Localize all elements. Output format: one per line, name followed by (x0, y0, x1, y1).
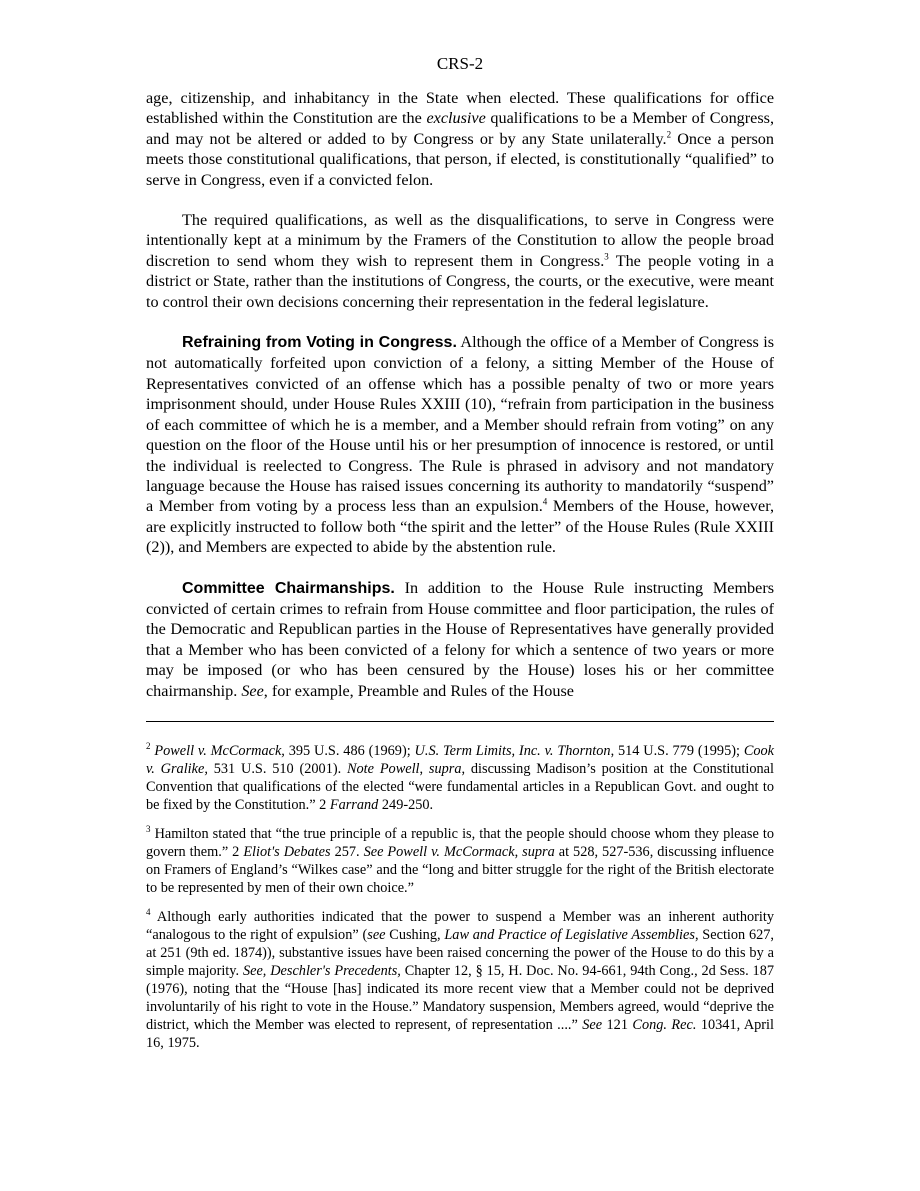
body-text (146, 88, 774, 701)
paragraph-qualifications: age, citizenship, and inhabitancy in the State when elected. These qualifications for office established within the Constitution are the exclusive qualifications to be a Member of Congress, and may not be altered or added to by Congress or by any State unilaterally.$^2$ Once a person meets those constitutional qualifications, that person, if elected, is constitutionally “qualified” to serve in Congress, even if a convicted felon. (146, 89, 774, 189)
footnote-3: $^3$ Hamilton stated that “the true principle of a republic is, that the people should choose whom they please to govern them.” 2 Eliot's Debates 257. See Powell v. McCormack, supra at 528, 527-536, discussing influence on Framers of England’s “Wilkes case” and the “long and bitter struggle for the right of the British electorate to be represented by men of their own choice.” (146, 824, 775, 896)
footnote-2: $^2$ Powell v. McCormack, 395 U.S. 486 (1969); U.S. Term Limits, Inc. v. Thornton, 514 U.S. 779 (1995); Cook v. Gralike, 531 U.S. 510 (2001). Note Powell, supra, discussing Madison’s position at the Constitutional Convention that qualifications of the elected “were fundamental articles in a Republican Govt. and ought to be fixed by the Constitution.” 2 Farrand 249-250. (146, 741, 774, 813)
footnote-divider (146, 721, 774, 722)
section-heading-refraining: Refraining from Voting in Congress. (182, 334, 457, 352)
section-heading-chairmanships: Committee Chairmanships. (182, 579, 395, 597)
paragraph-framers: The required qualifications, as well as the disqualifications, to serve in Congress were intentionally kept at a minimum by the Framers of the Constitution to allow the people broad discretion to send whom they wish to represent them in Congress.$^3$ The people voting in a district or State, rather than the institutions of Congress, the courts, or the executive, were meant to control their own decisions concerning their representation in the federal legislature. (146, 211, 774, 311)
document-page (146, 54, 774, 1063)
footnote-ref-4[interactable]: 4 (542, 496, 548, 507)
footnote-4: $^4$ Although early authorities indicated that the power to suspend a Member was an inherent authority “analogous to the right of expulsion” (see Cushing, Law and Practice of Legislative Assemblies, Section 627, at 251 (9th ed. 1874)), substantive issues have been raised concerning the power of the House to do this by a simple majority. See, Deschler's Precedents, Chapter 12, § 15, H. Doc. No. 94-661, 94th Cong., 2d Sess. 187 (1976), noting that the “House [has] indicated its more recent view that a Member could not be deprived involuntarily of his right to vote in the House.” Mandatory suspension, Members agreed, would “deprive the district, which the Member was elected to represent, of representation ....” See 121 Cong. Rec. 10341, April 16, 1975. (146, 907, 775, 1051)
footnote-ref-3[interactable]: 3 (604, 251, 609, 262)
paragraph-refraining-from-voting: Refraining from Voting in Congress. Although the office of a Member of Congress is not automatically forfeited upon conviction of a felony, a sitting Member of the House of Representatives convicted of an offense which has a possible penalty of two or more years imprisonment should, under House Rules XXIII (10), “refrain from participation in the business of each committee of which he is a member, and a Member should refrain from voting” on any question on the floor of the House until his or her presumption of innocence is restored, or until the individual is reelected to Congress. The Rule is phrased in advisory and not mandatory language because the House has raised issues concerning its authority to mandatorily “suspend” a Member from voting by a process less than an expulsion.$^4$ Members of the House, however, are explicitly instructed to follow both “the spirit and the letter” of the House Rules (Rule XXIII (2)), and Members are expected to abide by the abstention rule. (146, 333, 775, 557)
footnotes (146, 742, 774, 1052)
footnote-ref-2[interactable]: 2 (666, 129, 672, 140)
page-header: CRS-2 (436, 54, 484, 73)
paragraph-committee-chairmanships: Committee Chairmanships. In addition to the House Rule instructing Members convicted of certain crimes to refrain from House committee and floor participation, the rules of the Democratic and Republican parties in the House of Representatives have generally provided that a Member who has been convicted of a felony for which a sentence of two years or more may be imposed (or who has been censured by the House) loses his or her committee chairmanship. See, for example, Preamble and Rules of the House (146, 578, 775, 700)
